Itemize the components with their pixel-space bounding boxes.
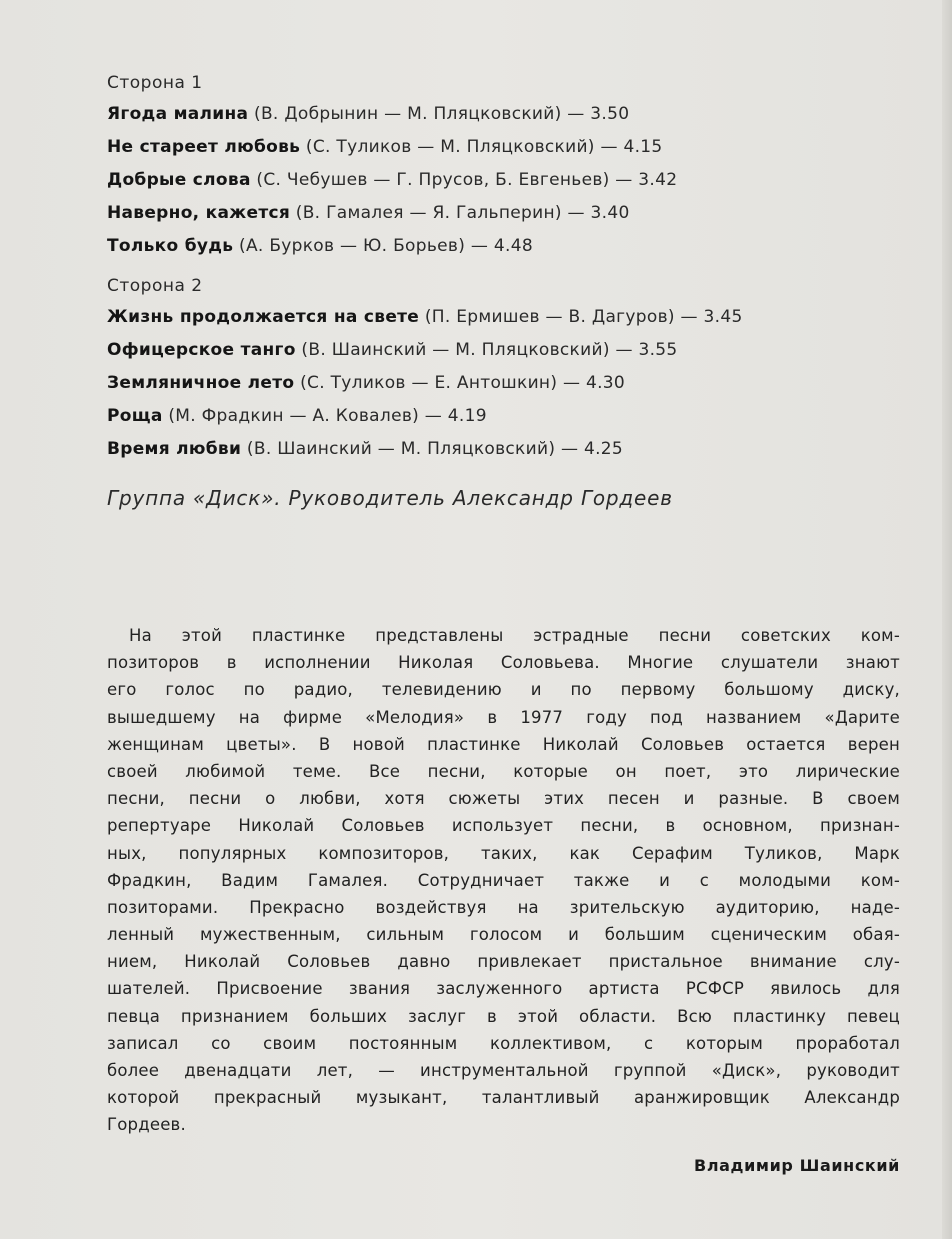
liner-notes-line: ленный мужественным, сильным голосом и большим сценическим обая- bbox=[107, 925, 900, 945]
track-item bbox=[107, 301, 907, 334]
track-title: Наверно, кажется bbox=[107, 203, 291, 223]
liner-notes-line: Гордеев. bbox=[107, 1115, 186, 1135]
liner-notes-line: Фрадкин, Вадим Гамалея. Сотрудничает также и с молодыми ком- bbox=[107, 870, 900, 890]
track-credits: (С. Чебушев — Г. Прусов, Б. Евгеньев) — 3.42 bbox=[250, 170, 678, 190]
track-title: Время любви bbox=[107, 439, 242, 459]
track-item bbox=[107, 131, 907, 164]
liner-notes-line: позиторов в исполнении Николая Соловьева. Многие слушатели знают bbox=[107, 653, 900, 673]
liner-notes-line: которой прекрасный музыкант, талантливый аранжировщик Александр bbox=[107, 1088, 900, 1108]
track-credits: (С. Туликов — Е. Антошкин) — 4.30 bbox=[294, 373, 626, 393]
side-2-label: Сторона 2 bbox=[107, 276, 203, 296]
track-title: Добрые слова bbox=[107, 170, 251, 190]
liner-notes-line: позиторами. Прекрасно воздействуя на зрительскую аудиторию, наде- bbox=[107, 897, 900, 917]
track-credits: (В. Гамалея — Я. Гальперин) — 3.40 bbox=[290, 203, 630, 223]
track-credits: (А. Бурков — Ю. Борьев) — 4.48 bbox=[233, 236, 533, 256]
track-item bbox=[107, 164, 907, 197]
liner-notes-line: репертуаре Николай Соловьев использует песни, в основном, признан- bbox=[107, 816, 900, 836]
tracklist bbox=[107, 68, 907, 466]
liner-notes-line: шателей. Присвоение звания заслуженного артиста РСФСР явилось для bbox=[107, 979, 900, 999]
track-title: Жизнь продолжается на свете bbox=[107, 307, 420, 327]
track-item bbox=[107, 400, 907, 433]
track-title: Роща bbox=[107, 406, 163, 426]
track-item bbox=[107, 433, 907, 466]
track-credits: (В. Шаинский — М. Пляцковский) — 4.25 bbox=[241, 439, 624, 459]
track-item bbox=[107, 334, 907, 367]
side-1-label: Сторона 1 bbox=[107, 73, 203, 93]
liner-notes-line: записал со своим постоянным коллективом, с которым проработал bbox=[107, 1033, 900, 1053]
liner-notes-line: песни, песни о любви, хотя сюжеты этих песен и разные. В своем bbox=[107, 789, 900, 809]
track-credits: (П. Ермишев — В. Дагуров) — 3.45 bbox=[419, 307, 743, 327]
track-item bbox=[107, 98, 907, 131]
liner-notes-line: певца признанием больших заслуг в этой области. Всю пластинку певец bbox=[107, 1006, 900, 1026]
liner-notes-line: ных, популярных композиторов, таких, как Серафим Туликов, Марк bbox=[107, 843, 900, 863]
track-title: Ягода малина bbox=[107, 104, 249, 124]
sleeve-edge bbox=[942, 0, 952, 1239]
track-title: Земляничное лето bbox=[107, 373, 295, 393]
track-item bbox=[107, 197, 907, 230]
liner-notes bbox=[107, 622, 900, 1139]
author-signature: Владимир Шаинский bbox=[694, 1156, 900, 1175]
liner-notes-line: нием, Николай Соловьев давно привлекает пристальное внимание слу- bbox=[107, 952, 900, 972]
track-item bbox=[107, 367, 907, 400]
track-title: Только будь bbox=[107, 236, 234, 256]
liner-notes-line: женщинам цветы». В новой пластинке Николай Соловьев остается верен bbox=[107, 734, 900, 754]
track-item bbox=[107, 230, 907, 263]
track-credits: (С. Туликов — М. Пляцковский) — 4.15 bbox=[300, 137, 663, 157]
liner-notes-line: вышедшему на фирме «Мелодия» в 1977 году под названием «Дарите bbox=[107, 707, 900, 727]
liner-notes-line: своей любимой теме. Все песни, которые он поет, это лирические bbox=[107, 761, 900, 781]
liner-notes-line: На этой пластинке представлены эстрадные песни советских ком- bbox=[129, 626, 900, 645]
liner-notes-line: более двенадцати лет, — инструментальной группой «Диск», руководит bbox=[107, 1061, 900, 1080]
track-credits: (В. Шаинский — М. Пляцковский) — 3.55 bbox=[295, 340, 678, 360]
track-credits: (В. Добрынин — М. Пляцковский) — 3.50 bbox=[248, 104, 630, 124]
track-title: Офицерское танго bbox=[107, 340, 296, 360]
track-credits: (М. Фрадкин — А. Ковалев) — 4.19 bbox=[162, 406, 487, 426]
track-title: Не стареет любовь bbox=[107, 137, 301, 157]
group-credit: Группа «Диск». Руководитель Александр Гордеев bbox=[107, 486, 673, 510]
liner-notes-line: его голос по радио, телевидению и по первому большому диску, bbox=[107, 680, 900, 700]
